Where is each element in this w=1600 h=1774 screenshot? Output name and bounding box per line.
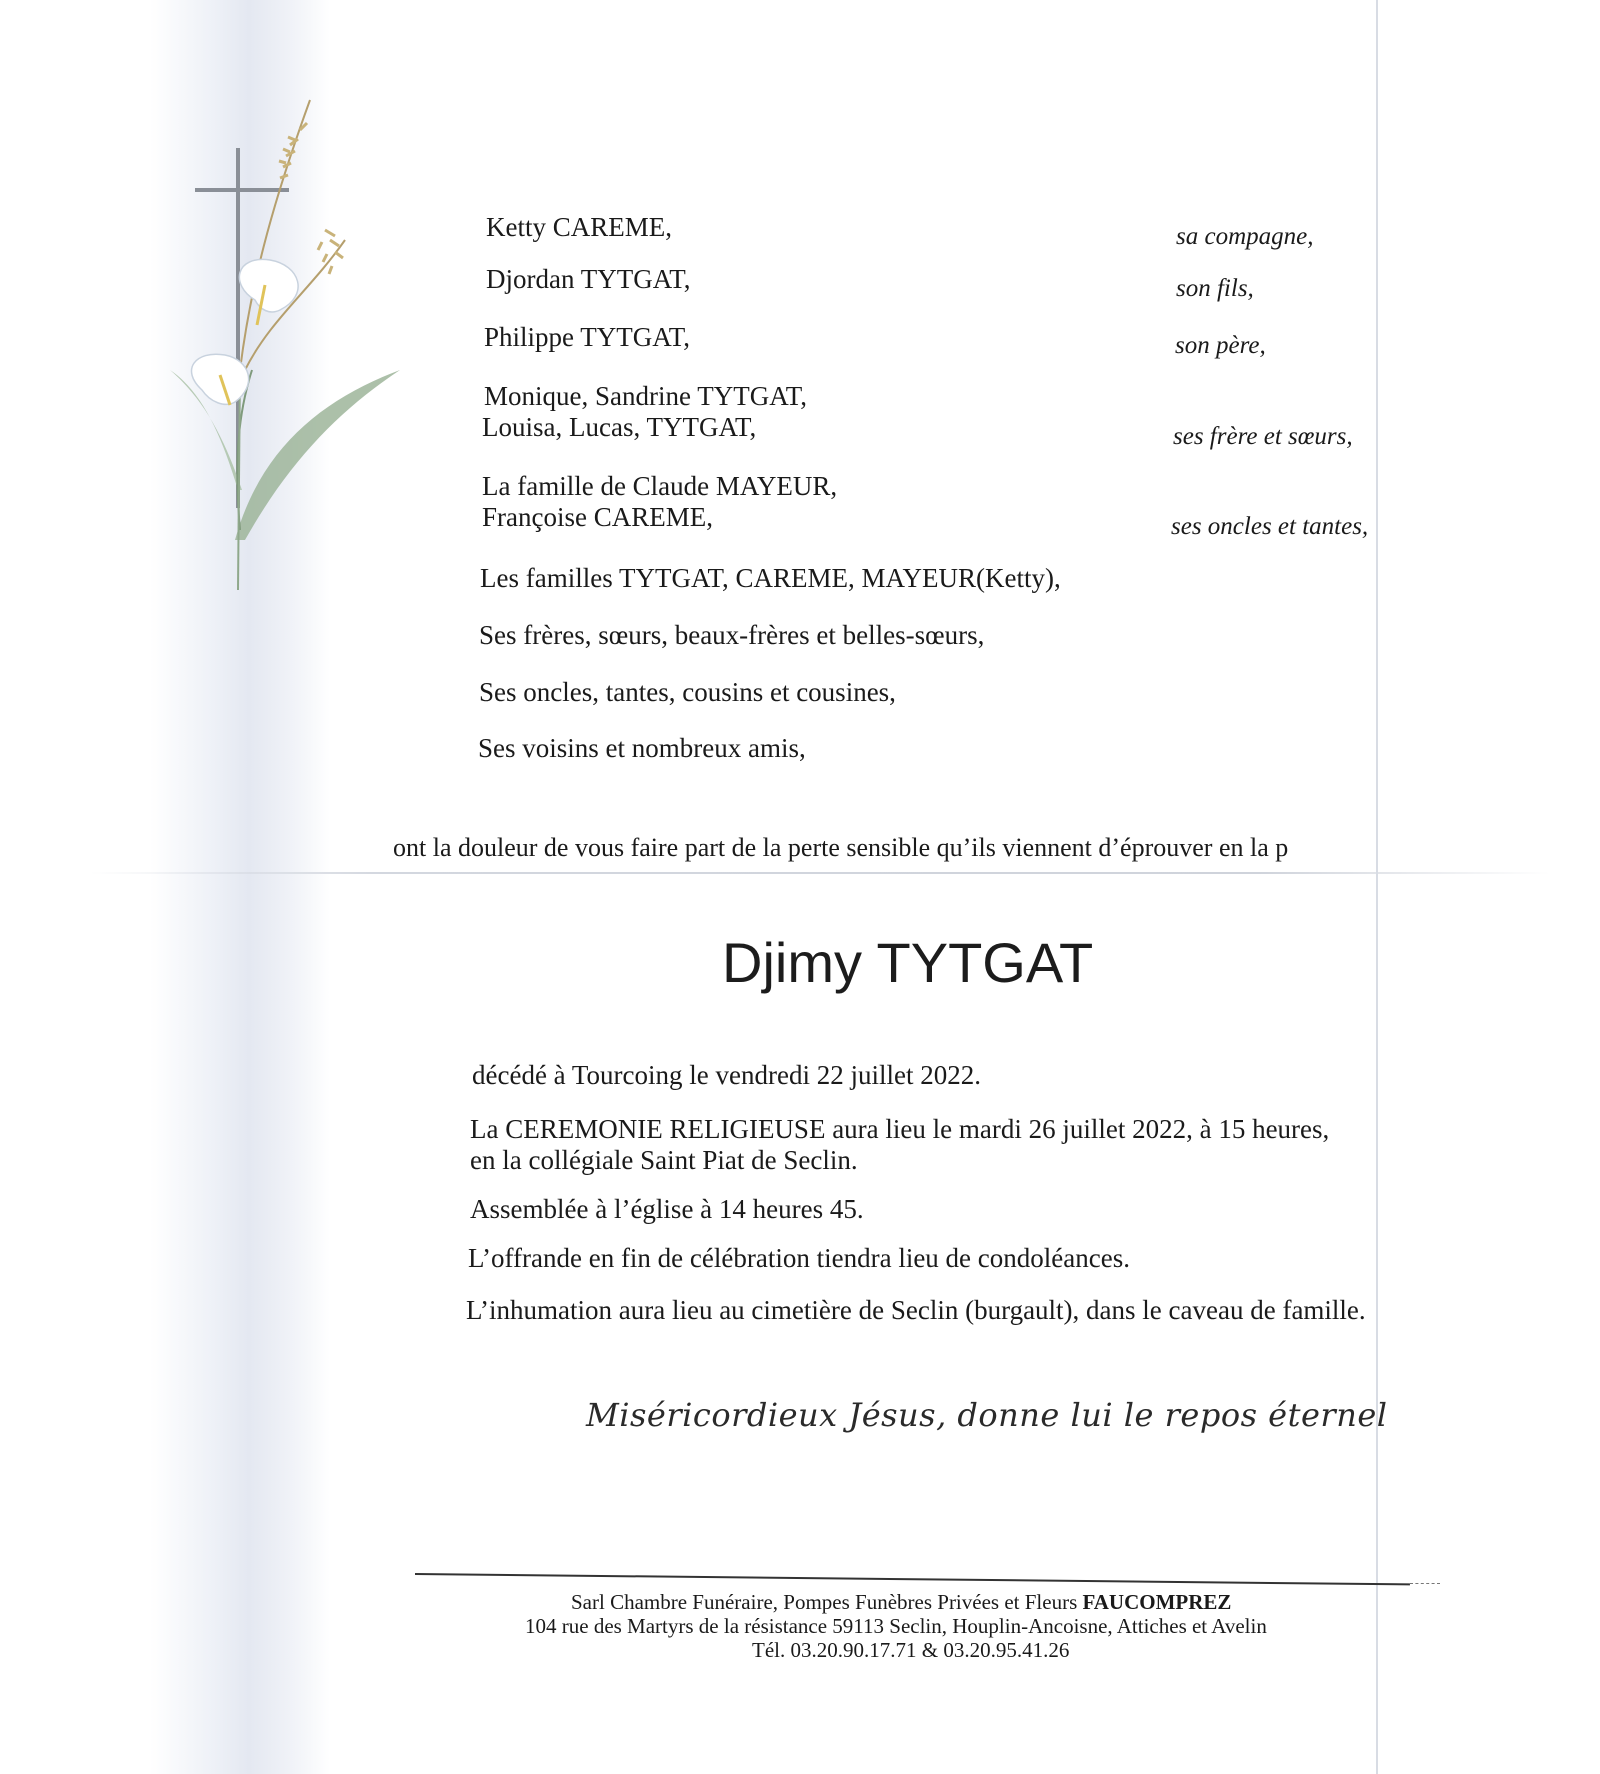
family-line: Djordan TYTGAT, [486,264,691,294]
detail-line: décédé à Tourcoing le vendredi 22 juillet 2022. [472,1060,981,1090]
prayer-text: Miséricordieux Jésus, donne lui le repos éternel [586,1396,1388,1434]
announcement-text: ont la douleur de vous faire part de la perte sensible qu’ils viennent d’éprouver en la p [393,833,1289,862]
fold-line-vertical [1376,0,1378,1774]
relation-label: son fils, [1176,275,1254,302]
detail-line: Assemblée à l’église à 14 heures 45. [470,1194,864,1224]
footer-line-company [571,1590,1231,1615]
detail-line: La CEREMONIE RELIGIEUSE aura lieu le mardi 26 juillet 2022, à 15 heures, [470,1114,1330,1144]
deceased-name: Djimy TYTGAT [722,931,1094,994]
family-line: La famille de Claude MAYEUR, [482,471,838,501]
detail-line: en la collégiale Saint Piat de Seclin. [470,1145,858,1175]
footer-company-text: Sarl Chambre Funéraire, Pompes Funèbres Privées et Fleurs [571,1590,1083,1614]
family-line: Les familles TYTGAT, CAREME, MAYEUR(Ketty), [480,563,1061,593]
family-line: Philippe TYTGAT, [484,322,690,352]
family-line: Ketty CAREME, [486,212,672,242]
footer-brand: FAUCOMPREZ [1082,1590,1232,1614]
relation-label: ses oncles et tantes, [1171,513,1369,540]
relation-label: sa compagne, [1176,223,1314,250]
family-line: Ses voisins et nombreux amis, [478,733,806,763]
relation-label: ses frère et sœurs, [1173,423,1353,450]
family-line: Françoise CAREME, [482,502,713,532]
footer-line-address: 104 rue des Martyrs de la résistance 59113 Seclin, Houplin-Ancoisne, Attiches et Avelin [525,1614,1267,1638]
footer-divider-dash [1410,1583,1440,1584]
footer-divider [415,1573,1410,1585]
fold-line-horizontal [90,872,1550,874]
cross-lily-wheat-icon [140,70,420,610]
family-line: Louisa, Lucas, TYTGAT, [482,412,757,442]
family-line: Ses frères, sœurs, beaux-frères et belles-sœurs, [479,620,985,650]
relation-label: son père, [1175,332,1266,359]
family-line: Monique, Sandrine TYTGAT, [484,381,807,411]
detail-line: L’inhumation aura lieu au cimetière de Seclin (burgault), dans le caveau de famille. [466,1295,1366,1325]
footer-line-phone: Tél. 03.20.90.17.71 & 03.20.95.41.26 [752,1638,1070,1662]
family-line: Ses oncles, tantes, cousins et cousines, [479,677,896,707]
detail-line: L’offrande en fin de célébration tiendra lieu de condoléances. [468,1243,1130,1273]
